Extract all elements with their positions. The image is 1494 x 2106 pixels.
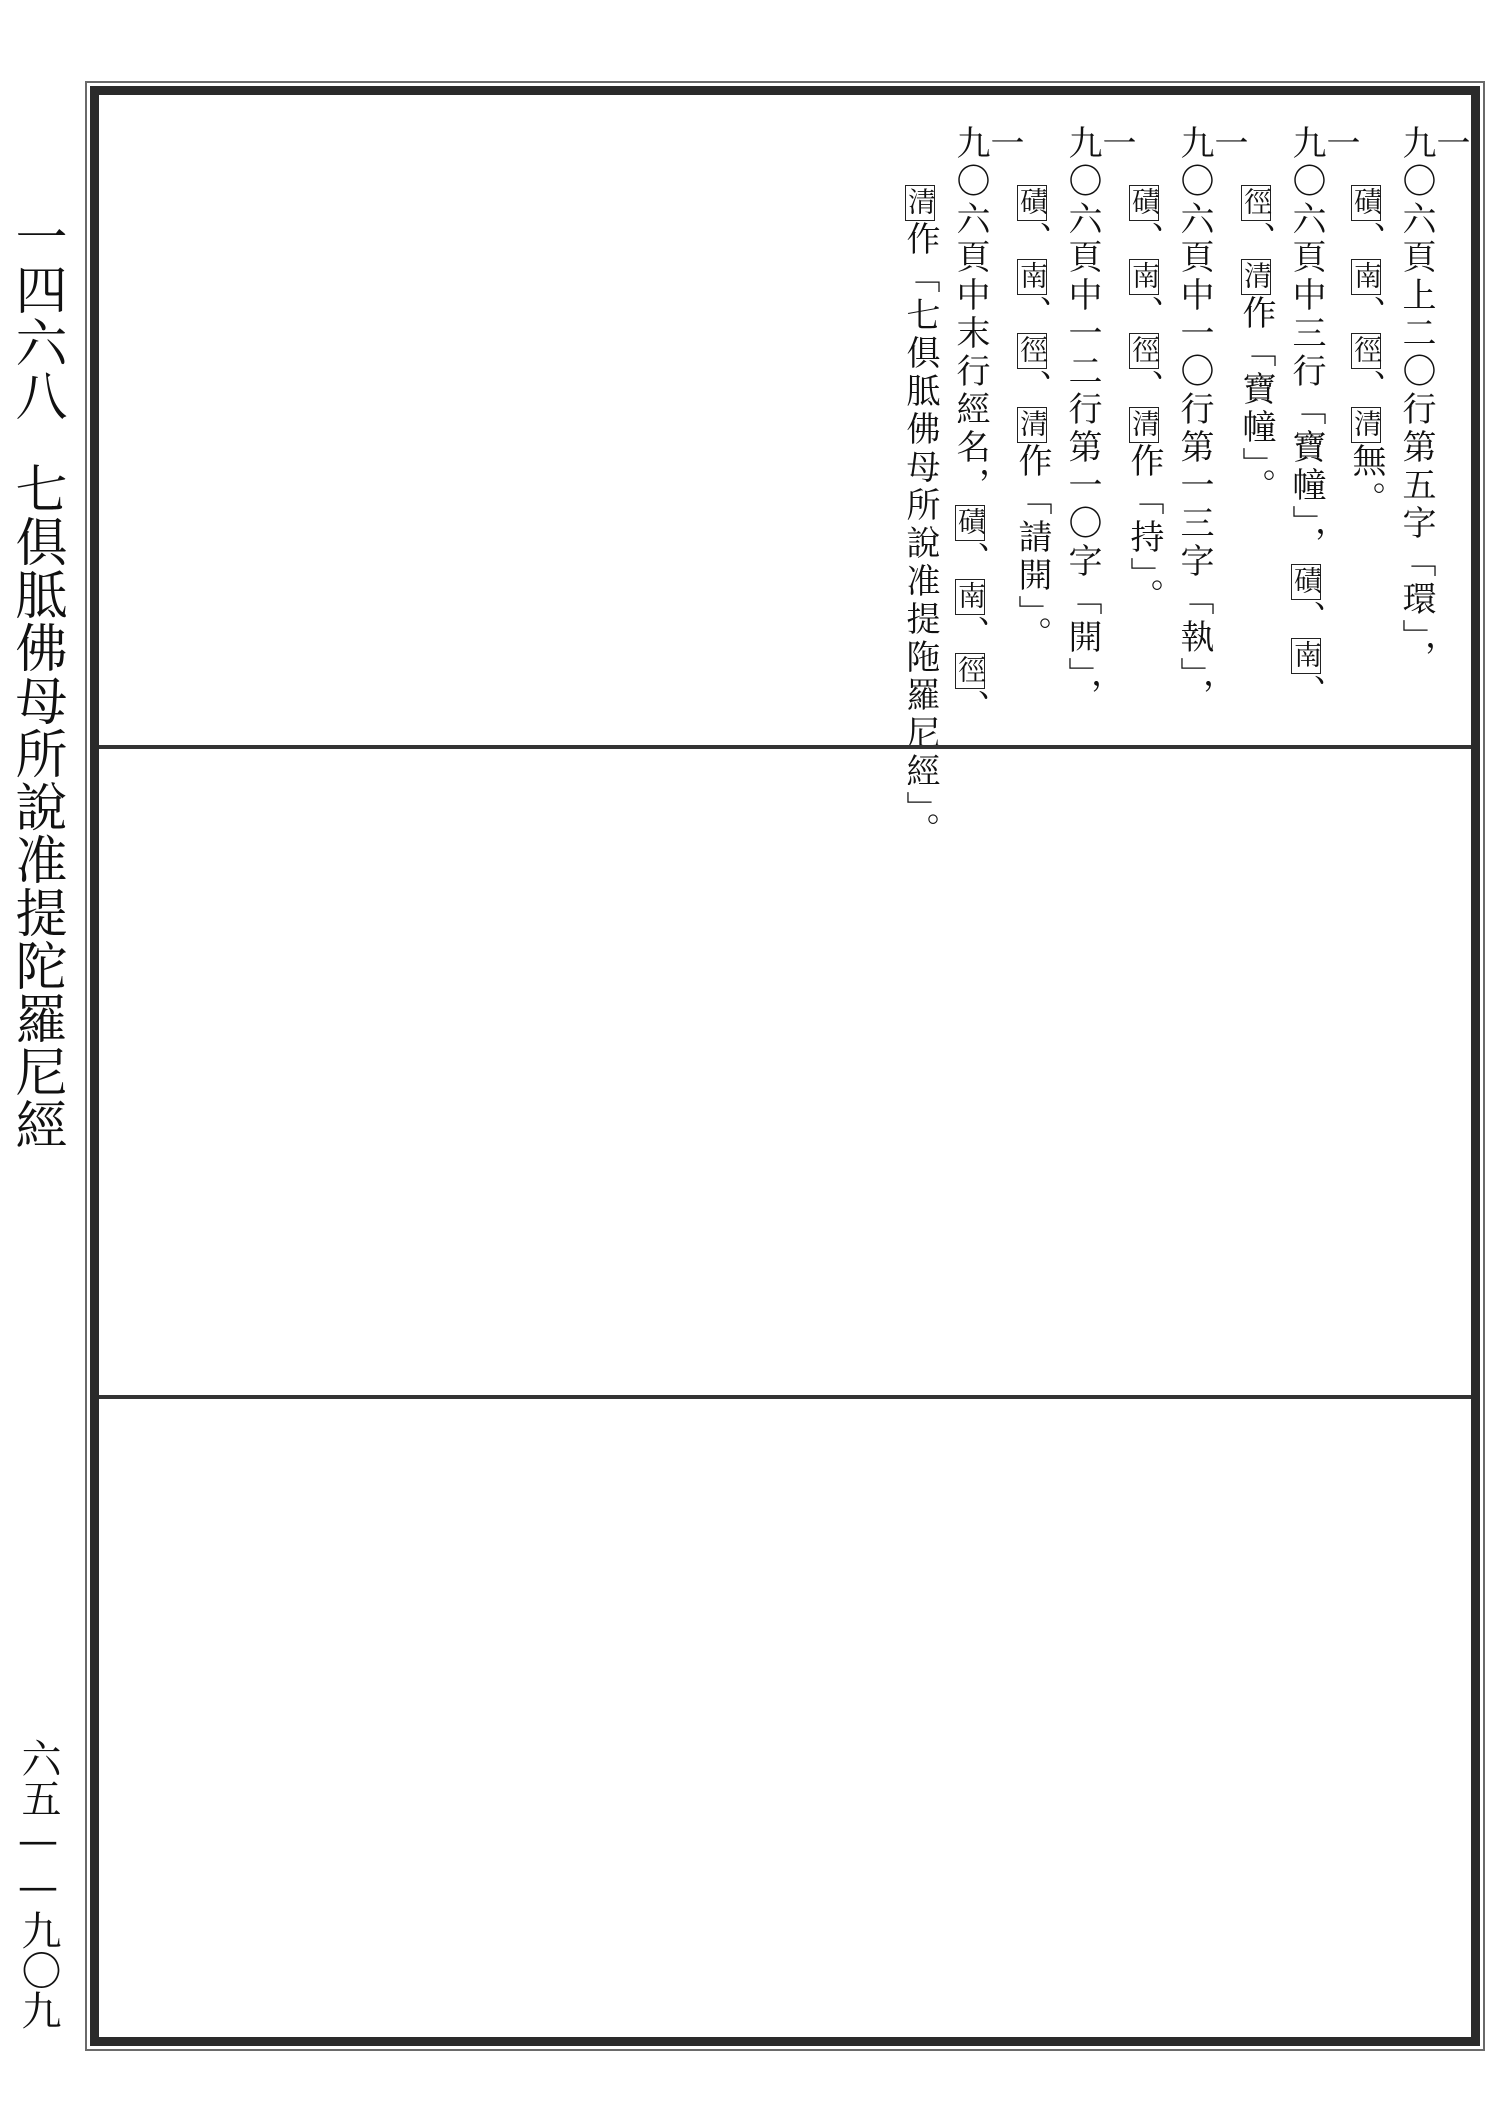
punct: 、 <box>1286 600 1326 638</box>
punct: 、 <box>1286 674 1326 712</box>
edition-abbrev: 徑 <box>1128 335 1161 367</box>
edition-abbrev: 磧 <box>1350 187 1383 219</box>
note-text: 作「請開」。 <box>1012 443 1052 654</box>
note-text: 九〇六頁中一〇行第一三字「執」， <box>1174 125 1214 716</box>
punct: 、 <box>1012 221 1052 259</box>
collation-note <box>1174 125 1248 725</box>
punct: 、 <box>1236 221 1276 259</box>
edition-abbrev: 磧 <box>1290 566 1323 598</box>
edition-abbrev: 南 <box>1016 261 1049 293</box>
punct: 、 <box>950 615 990 653</box>
page-number-separator: —— <box>15 1818 61 1910</box>
note-text: 九〇六頁上二〇行第五字「環」， <box>1396 125 1436 678</box>
note-text: 九〇六頁中末行經名， <box>950 125 990 505</box>
collation-note-continuation <box>900 185 940 850</box>
margin-page-number <box>15 1738 61 2030</box>
note-marker: 一 <box>1430 125 1470 163</box>
volume-number: 一四六八 <box>6 210 66 422</box>
collation-note <box>1396 125 1470 725</box>
edition-abbrev: 磧 <box>1016 187 1049 219</box>
punct: 、 <box>1012 295 1052 333</box>
page-frame <box>90 86 1480 2046</box>
edition-abbrev: 南 <box>954 581 987 613</box>
punct: 、 <box>1346 369 1386 407</box>
punct: 、 <box>950 689 990 727</box>
edition-abbrev: 南 <box>1350 261 1383 293</box>
edition-abbrev: 徑 <box>1016 335 1049 367</box>
note-text: 九〇六頁中三行「寶幢」， <box>1286 125 1326 564</box>
punct: 、 <box>1346 295 1386 333</box>
punct: 、 <box>1124 369 1164 407</box>
edition-abbrev: 清 <box>1016 409 1049 441</box>
edition-abbrev: 徑 <box>954 655 987 687</box>
edition-abbrev: 徑 <box>1350 335 1383 367</box>
note-marker: 一 <box>1320 125 1360 163</box>
edition-abbrev: 磧 <box>954 507 987 539</box>
punct: 、 <box>1124 295 1164 333</box>
section-divider <box>99 1395 1471 1399</box>
note-text: 無。 <box>1346 443 1386 519</box>
collation-note <box>1062 125 1136 725</box>
edition-abbrev: 清 <box>1240 261 1273 293</box>
note-marker: 一 <box>1096 125 1136 163</box>
note-text: 作「七俱胝佛母所說准提陁羅尼經」。 <box>900 221 940 850</box>
collation-note <box>950 125 1024 727</box>
edition-abbrev: 清 <box>904 187 937 219</box>
edition-abbrev: 清 <box>1350 409 1383 441</box>
sutra-title: 七俱胝佛母所說准提陀羅尼經 <box>6 462 66 1151</box>
note-marker: 一 <box>984 125 1024 163</box>
collation-note <box>1286 125 1360 725</box>
page-number-part1: 六五 <box>15 1738 61 1818</box>
note-text: 作「寶幢」。 <box>1236 295 1276 506</box>
punct: 、 <box>950 541 990 579</box>
punct: 、 <box>1346 221 1386 259</box>
edition-abbrev: 清 <box>1128 409 1161 441</box>
edition-abbrev: 磧 <box>1128 187 1161 219</box>
punct: 、 <box>1012 369 1052 407</box>
section-divider <box>99 745 1471 749</box>
note-marker: 一 <box>1208 125 1248 163</box>
edition-abbrev: 南 <box>1290 640 1323 672</box>
page-number-part2: 九〇九 <box>15 1910 61 2030</box>
edition-abbrev: 南 <box>1128 261 1161 293</box>
note-text: 九〇六頁中一二行第一〇字「開」， <box>1062 125 1102 716</box>
punct: 、 <box>1124 221 1164 259</box>
edition-abbrev: 徑 <box>1240 187 1273 219</box>
note-text: 作「持」。 <box>1124 443 1164 616</box>
margin-running-title <box>6 210 66 1151</box>
